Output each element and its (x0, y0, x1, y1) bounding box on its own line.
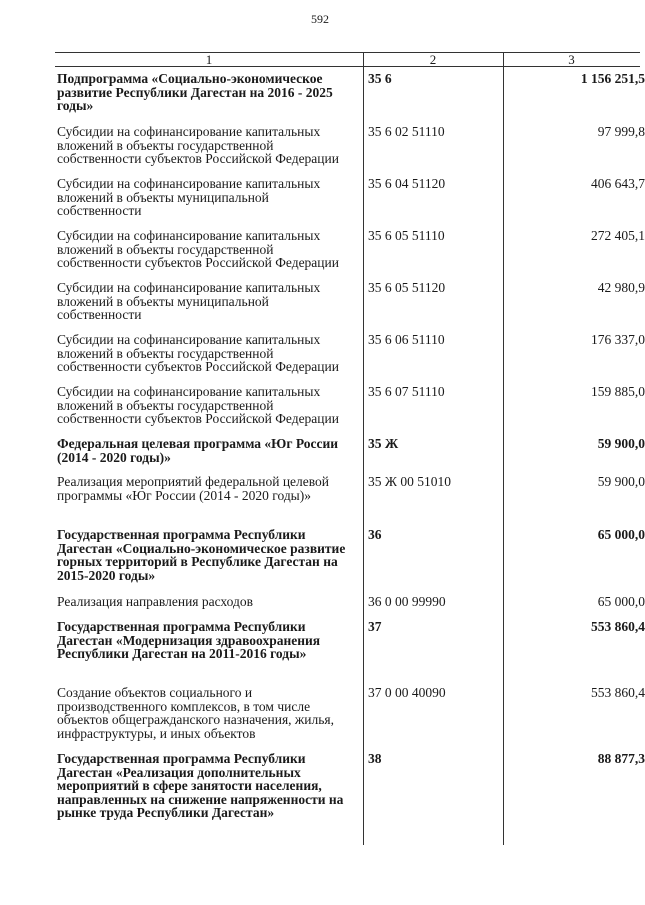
row-code: 37 0 00 40090 (368, 685, 446, 700)
row-code: 35 6 06 51110 (368, 332, 445, 347)
row-name: Субсидии на софинансирование капитальных вложений в объекты муниципальной собственности (57, 176, 321, 218)
row-name: Реализация мероприятий федеральной целевой программы «Юг России (2014 - 2020 годы)» (57, 474, 330, 503)
row-code: 35 6 05 51120 (368, 280, 446, 295)
row-code: 35 6 02 51110 (368, 124, 445, 139)
row-amount: 42 980,9 (597, 280, 645, 295)
row-code: 38 (368, 751, 382, 766)
row-code: 35 6 04 51120 (368, 176, 446, 191)
row-amount: 159 885,0 (591, 384, 645, 399)
row-name: Федеральная целевая программа «Юг России (2014 - 2020 годы)» (57, 436, 339, 465)
row-code: 35 6 05 51110 (368, 228, 445, 243)
row-name: Субсидии на софинансирование капитальных вложений в объекты государственной собственности субъектов Российской Федерации (57, 332, 339, 374)
row-amount: 272 405,1 (591, 228, 645, 243)
row-code: 36 0 00 99990 (368, 594, 446, 609)
row-name: Субсидии на софинансирование капитальных вложений в объекты государственной собственности субъектов Российской Федерации (57, 384, 339, 426)
header-col-2: 2 (429, 52, 437, 67)
column-divider-1 (363, 52, 364, 845)
budget-table (55, 52, 645, 852)
row-amount: 406 643,7 (591, 176, 645, 191)
row-code: 35 6 07 51110 (368, 384, 445, 399)
row-code: 36 (368, 527, 382, 542)
row-name: Подпрограмма «Социально-экономическое развитие Республики Дагестан на 2016 - 2025 годы» (57, 71, 333, 113)
row-amount: 59 900,0 (597, 474, 645, 489)
row-amount: 97 999,8 (597, 124, 645, 139)
header-bottom-border (55, 66, 640, 67)
row-amount: 88 877,3 (597, 751, 645, 766)
row-code: 35 6 (368, 71, 392, 86)
row-amount: 553 860,4 (591, 685, 645, 700)
row-amount: 1 156 251,5 (580, 71, 645, 86)
page-number: 592 (311, 12, 329, 26)
table-top-border (55, 52, 640, 53)
row-name: Субсидии на софинансирование капитальных вложений в объекты муниципальной собственности (57, 280, 321, 322)
row-amount: 65 000,0 (597, 527, 645, 542)
row-name: Реализация направления расходов (57, 594, 254, 609)
row-name: Государственная программа Республики Дагестан «Модернизация здравоохранения Республики Дагестан на 2011-2016 годы» (57, 619, 321, 661)
row-code: 35 Ж (368, 436, 399, 451)
row-name: Государственная программа Республики Дагестан «Реализация дополнительных мероприятий в сфере занятости населения, направленных на снижение напряженности на рынке труда Республики Дагестан» (57, 751, 344, 820)
row-code: 35 Ж 00 51010 (368, 474, 451, 489)
row-amount: 176 337,0 (591, 332, 645, 347)
row-amount: 553 860,4 (591, 619, 645, 634)
row-name: Государственная программа Республики Дагестан «Социально-экономическое развитие горных территорий в Республике Дагестан на 2015-2020 годы» (57, 527, 346, 583)
row-code: 37 (368, 619, 382, 634)
header-col-3: 3 (568, 52, 575, 67)
row-amount: 59 900,0 (597, 436, 645, 451)
row-name: Субсидии на софинансирование капитальных вложений в объекты государственной собственности субъектов Российской Федерации (57, 124, 339, 166)
row-name: Создание объектов социального и производственного комплексов, в том числе объектов общегражданского назначения, жилья, инфраструктуры, и иных объектов (57, 685, 334, 741)
header-col-1: 1 (205, 52, 213, 67)
row-name: Субсидии на софинансирование капитальных вложений в объекты государственной собственности субъектов Российской Федерации (57, 228, 339, 270)
row-amount: 65 000,0 (597, 594, 645, 609)
